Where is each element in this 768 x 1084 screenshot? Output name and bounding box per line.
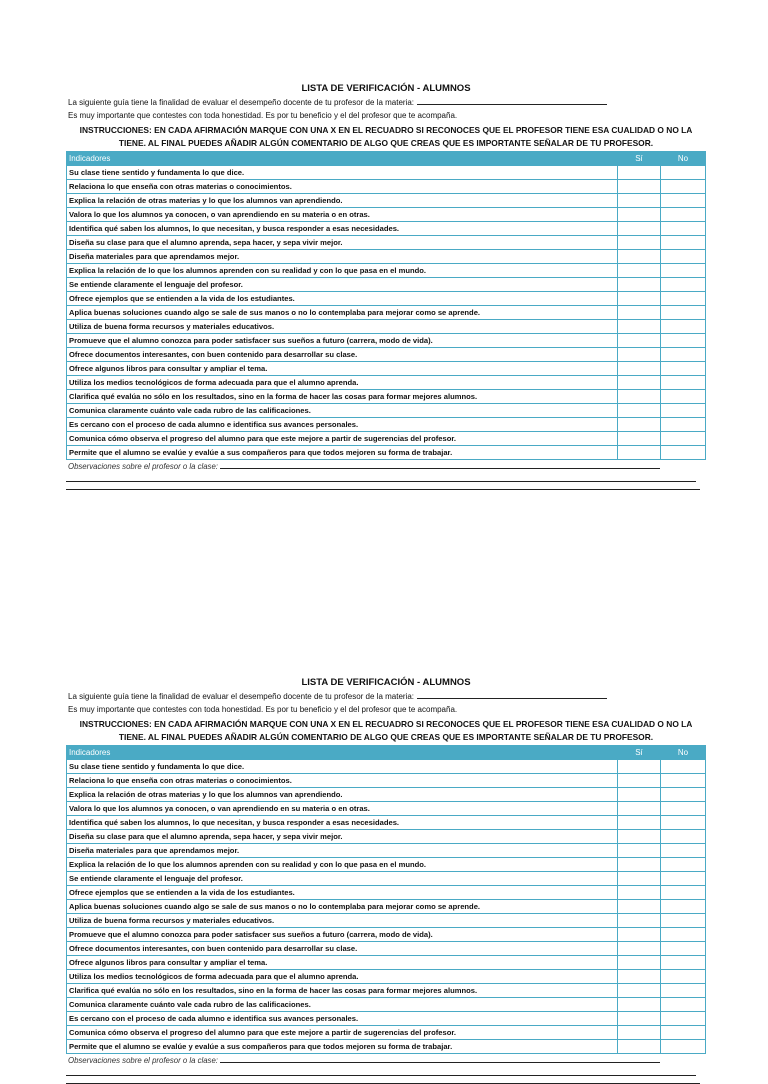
- indicator-text: Se entiende claramente el lenguaje del profesor.: [67, 278, 618, 292]
- no-checkbox[interactable]: [661, 802, 706, 816]
- table-row: [67, 760, 706, 774]
- yes-checkbox[interactable]: [618, 194, 661, 208]
- no-checkbox[interactable]: [661, 928, 706, 942]
- yes-checkbox[interactable]: [618, 278, 661, 292]
- no-checkbox[interactable]: [661, 760, 706, 774]
- table-row: [67, 292, 706, 306]
- header-no: No: [661, 746, 706, 760]
- no-checkbox[interactable]: [661, 788, 706, 802]
- table-row: [67, 390, 706, 404]
- yes-checkbox[interactable]: [618, 1012, 661, 1026]
- table-row: [67, 928, 706, 942]
- header-no: No: [661, 152, 706, 166]
- indicator-text: Su clase tiene sentido y fundamenta lo que dice.: [67, 166, 618, 180]
- indicator-table: [66, 151, 706, 460]
- indicator-text: Clarifica qué evalúa no sólo en los resultados, sino en la forma de hacer las cosas para formar mejores alumnos.: [67, 984, 618, 998]
- no-checkbox[interactable]: [661, 292, 706, 306]
- yes-checkbox[interactable]: [618, 774, 661, 788]
- yes-checkbox[interactable]: [618, 208, 661, 222]
- observations-extra-line[interactable]: [66, 489, 700, 490]
- yes-checkbox[interactable]: [618, 264, 661, 278]
- indicator-text: Permite que el alumno se evalúe y evalúe a sus compañeros para que todos mejoren su forma de trabajar.: [67, 1040, 618, 1054]
- table-row: [67, 844, 706, 858]
- form-title: LISTA DE VERIFICACIÓN - ALUMNOS: [301, 83, 471, 94]
- observations-blank[interactable]: [220, 1054, 660, 1063]
- indicator-text: Ofrece ejemplos que se entienden a la vida de los estudiantes.: [67, 886, 618, 900]
- no-checkbox[interactable]: [661, 404, 706, 418]
- no-checkbox[interactable]: [661, 390, 706, 404]
- yes-checkbox[interactable]: [618, 222, 661, 236]
- indicator-text: Ofrece algunos libros para consultar y ampliar el tema.: [67, 362, 618, 376]
- table-row: [67, 1012, 706, 1026]
- yes-checkbox[interactable]: [618, 250, 661, 264]
- table-row: [67, 166, 706, 180]
- no-checkbox[interactable]: [661, 236, 706, 250]
- yes-checkbox[interactable]: [618, 900, 661, 914]
- indicator-text: Valora lo que los alumnos ya conocen, o van aprendiendo en su materia o en otras.: [67, 208, 618, 222]
- intro-text: La siguiente guía tiene la finalidad de evaluar el desempeño docente de tu profesor de la materia:: [68, 692, 415, 701]
- table-row: [67, 802, 706, 816]
- no-checkbox[interactable]: [661, 984, 706, 998]
- no-checkbox[interactable]: [661, 970, 706, 984]
- no-checkbox[interactable]: [661, 222, 706, 236]
- instructions-text: INSTRUCCIONES: EN CADA AFIRMACIÓN MARQUE CON UNA X EN EL RECUADRO SI RECONOCES QUE EL PROFESOR TIENE ESA CUALIDAD O NO LA TIENE. AL FINAL PUEDES AÑADIR ALGÚN COMENTARIO DE ALGO QUE CREAS QUE ES IMPORTANTE SEÑALAR DE TU PROFESOR.: [79, 125, 693, 148]
- no-checkbox[interactable]: [661, 942, 706, 956]
- no-checkbox[interactable]: [661, 348, 706, 362]
- table-header-row: [67, 152, 706, 166]
- no-checkbox[interactable]: [661, 208, 706, 222]
- table-row: [67, 872, 706, 886]
- indicator-text: Ofrece ejemplos que se entienden a la vida de los estudiantes.: [67, 292, 618, 306]
- yes-checkbox[interactable]: [618, 830, 661, 844]
- indicator-text: Relaciona lo que enseña con otras materias o conocimientos.: [67, 774, 618, 788]
- table-row: [67, 264, 706, 278]
- yes-checkbox[interactable]: [618, 334, 661, 348]
- indicator-text: Diseña su clase para que el alumno aprenda, sepa hacer, y sepa vivir mejor.: [67, 236, 618, 250]
- yes-checkbox[interactable]: [618, 816, 661, 830]
- intro-line: [68, 96, 706, 109]
- table-row: [67, 774, 706, 788]
- no-checkbox[interactable]: [661, 180, 706, 194]
- subject-blank[interactable]: [417, 96, 607, 105]
- yes-checkbox[interactable]: [618, 802, 661, 816]
- no-checkbox[interactable]: [661, 194, 706, 208]
- no-checkbox[interactable]: [661, 830, 706, 844]
- yes-checkbox[interactable]: [618, 928, 661, 942]
- indicator-text: Identifica qué saben los alumnos, lo que necesitan, y busca responder a esas necesidades.: [67, 222, 618, 236]
- table-row: [67, 222, 706, 236]
- yes-checkbox[interactable]: [618, 942, 661, 956]
- intro-text: La siguiente guía tiene la finalidad de evaluar el desempeño docente de tu profesor de la materia:: [68, 98, 415, 107]
- yes-checkbox[interactable]: [618, 180, 661, 194]
- no-checkbox[interactable]: [661, 774, 706, 788]
- indicator-text: Diseña su clase para que el alumno aprenda, sepa hacer, y sepa vivir mejor.: [67, 830, 618, 844]
- table-row: [67, 306, 706, 320]
- table-row: [67, 1026, 706, 1040]
- yes-checkbox[interactable]: [618, 788, 661, 802]
- header-indicators: Indicadores: [67, 746, 618, 760]
- observations-extra-line[interactable]: [66, 481, 696, 482]
- header-yes: Sí: [618, 746, 661, 760]
- table-row: [67, 236, 706, 250]
- table-row: [67, 404, 706, 418]
- indicator-text: Promueve que el alumno conozca para poder satisfacer sus sueños a futuro (carrera, modo de vida).: [67, 334, 618, 348]
- header-indicators: Indicadores: [67, 152, 618, 166]
- table-row: [67, 858, 706, 872]
- indicator-text: Permite que el alumno se evalúe y evalúe a sus compañeros para que todos mejoren su forma de trabajar.: [67, 446, 618, 460]
- no-checkbox[interactable]: [661, 1026, 706, 1040]
- no-checkbox[interactable]: [661, 914, 706, 928]
- no-checkbox[interactable]: [661, 872, 706, 886]
- indicator-text: Utiliza los medios tecnológicos de forma adecuada para que el alumno aprenda.: [67, 376, 618, 390]
- form-title: LISTA DE VERIFICACIÓN - ALUMNOS: [301, 677, 471, 688]
- yes-checkbox[interactable]: [618, 844, 661, 858]
- yes-checkbox[interactable]: [618, 984, 661, 998]
- no-checkbox[interactable]: [661, 166, 706, 180]
- instructions-text: INSTRUCCIONES: EN CADA AFIRMACIÓN MARQUE CON UNA X EN EL RECUADRO SI RECONOCES QUE EL PROFESOR TIENE ESA CUALIDAD O NO LA TIENE. AL FINAL PUEDES AÑADIR ALGÚN COMENTARIO DE ALGO QUE CREAS QUE ES IMPORTANTE SEÑALAR DE TU PROFESOR.: [79, 719, 693, 742]
- observations-line: [68, 1054, 706, 1067]
- indicator-text: Aplica buenas soluciones cuando algo se sale de sus manos o no lo contemplaba para mejorar como se aprende.: [67, 306, 618, 320]
- table-header-row: [67, 746, 706, 760]
- table-row: [67, 970, 706, 984]
- honesty-text: Es muy importante que contestes con toda honestidad. Es por tu beneficio y el del profesor que te acompaña.: [68, 705, 458, 714]
- yes-checkbox[interactable]: [618, 446, 661, 460]
- checklist-sheet-1: [66, 82, 706, 490]
- table-row: [67, 942, 706, 956]
- no-checkbox[interactable]: [661, 998, 706, 1012]
- yes-checkbox[interactable]: [618, 760, 661, 774]
- table-row: [67, 998, 706, 1012]
- indicator-text: Ofrece documentos interesantes, con buen contenido para desarrollar su clase.: [67, 348, 618, 362]
- indicator-text: Es cercano con el proceso de cada alumno e identifica sus avances personales.: [67, 418, 618, 432]
- indicator-text: Promueve que el alumno conozca para poder satisfacer sus sueños a futuro (carrera, modo de vida).: [67, 928, 618, 942]
- indicator-text: Comunica claramente cuánto vale cada rubro de las calificaciones.: [67, 998, 618, 1012]
- no-checkbox[interactable]: [661, 858, 706, 872]
- yes-checkbox[interactable]: [618, 404, 661, 418]
- indicator-text: Utiliza los medios tecnológicos de forma adecuada para que el alumno aprenda.: [67, 970, 618, 984]
- no-checkbox[interactable]: [661, 432, 706, 446]
- yes-checkbox[interactable]: [618, 390, 661, 404]
- indicator-table: [66, 745, 706, 1054]
- observations-blank[interactable]: [220, 460, 660, 469]
- yes-checkbox[interactable]: [618, 320, 661, 334]
- observations-label: Observaciones sobre el profesor o la clase:: [68, 1056, 218, 1065]
- yes-checkbox[interactable]: [618, 956, 661, 970]
- subject-blank[interactable]: [417, 690, 607, 699]
- observations-extra-line[interactable]: [66, 1075, 696, 1076]
- yes-checkbox[interactable]: [618, 998, 661, 1012]
- yes-checkbox[interactable]: [618, 292, 661, 306]
- table-row: [67, 418, 706, 432]
- table-row: [67, 180, 706, 194]
- no-checkbox[interactable]: [661, 278, 706, 292]
- yes-checkbox[interactable]: [618, 432, 661, 446]
- header-yes: Sí: [618, 152, 661, 166]
- no-checkbox[interactable]: [661, 956, 706, 970]
- no-checkbox[interactable]: [661, 376, 706, 390]
- indicator-text: Diseña materiales para que aprendamos mejor.: [67, 844, 618, 858]
- no-checkbox[interactable]: [661, 334, 706, 348]
- table-row: [67, 320, 706, 334]
- indicator-text: Ofrece documentos interesantes, con buen contenido para desarrollar su clase.: [67, 942, 618, 956]
- table-row: [67, 348, 706, 362]
- indicator-text: Comunica cómo observa el progreso del alumno para que este mejore a partir de sugerencias del profesor.: [67, 1026, 618, 1040]
- yes-checkbox[interactable]: [618, 1026, 661, 1040]
- table-row: [67, 984, 706, 998]
- indicator-text: Diseña materiales para que aprendamos mejor.: [67, 250, 618, 264]
- indicator-text: Comunica claramente cuánto vale cada rubro de las calificaciones.: [67, 404, 618, 418]
- yes-checkbox[interactable]: [618, 306, 661, 320]
- yes-checkbox[interactable]: [618, 348, 661, 362]
- yes-checkbox[interactable]: [618, 376, 661, 390]
- table-row: [67, 446, 706, 460]
- table-row: [67, 250, 706, 264]
- table-row: [67, 788, 706, 802]
- no-checkbox[interactable]: [661, 250, 706, 264]
- yes-checkbox[interactable]: [618, 362, 661, 376]
- table-row: [67, 914, 706, 928]
- yes-checkbox[interactable]: [618, 914, 661, 928]
- indicator-text: Relaciona lo que enseña con otras materias o conocimientos.: [67, 180, 618, 194]
- no-checkbox[interactable]: [661, 446, 706, 460]
- indicator-text: Utiliza de buena forma recursos y materiales educativos.: [67, 320, 618, 334]
- table-row: [67, 334, 706, 348]
- indicator-text: Utiliza de buena forma recursos y materiales educativos.: [67, 914, 618, 928]
- table-row: [67, 886, 706, 900]
- table-row: [67, 362, 706, 376]
- no-checkbox[interactable]: [661, 320, 706, 334]
- yes-checkbox[interactable]: [618, 886, 661, 900]
- table-row: [67, 194, 706, 208]
- observations-line: [68, 460, 706, 473]
- table-row: [67, 432, 706, 446]
- indicator-text: Valora lo que los alumnos ya conocen, o van aprendiendo en su materia o en otras.: [67, 802, 618, 816]
- no-checkbox[interactable]: [661, 900, 706, 914]
- no-checkbox[interactable]: [661, 1040, 706, 1054]
- indicator-text: Su clase tiene sentido y fundamenta lo que dice.: [67, 760, 618, 774]
- table-row: [67, 956, 706, 970]
- indicator-text: Ofrece algunos libros para consultar y ampliar el tema.: [67, 956, 618, 970]
- table-row: [67, 208, 706, 222]
- indicator-text: Es cercano con el proceso de cada alumno e identifica sus avances personales.: [67, 1012, 618, 1026]
- table-row: [67, 278, 706, 292]
- yes-checkbox[interactable]: [618, 418, 661, 432]
- indicator-text: Explica la relación de lo que los alumnos aprenden con su realidad y con lo que pasa en el mundo.: [67, 264, 618, 278]
- observations-label: Observaciones sobre el profesor o la clase:: [68, 462, 218, 471]
- table-row: [67, 816, 706, 830]
- yes-checkbox[interactable]: [618, 970, 661, 984]
- honesty-text: Es muy importante que contestes con toda honestidad. Es por tu beneficio y el del profesor que te acompaña.: [68, 111, 458, 120]
- no-checkbox[interactable]: [661, 418, 706, 432]
- indicator-text: Se entiende claramente el lenguaje del profesor.: [67, 872, 618, 886]
- table-row: [67, 900, 706, 914]
- yes-checkbox[interactable]: [618, 166, 661, 180]
- no-checkbox[interactable]: [661, 844, 706, 858]
- indicator-text: Aplica buenas soluciones cuando algo se sale de sus manos o no lo contemplaba para mejorar como se aprende.: [67, 900, 618, 914]
- no-checkbox[interactable]: [661, 1012, 706, 1026]
- checklist-sheet-2: [66, 676, 706, 1084]
- no-checkbox[interactable]: [661, 362, 706, 376]
- no-checkbox[interactable]: [661, 886, 706, 900]
- intro-line: [68, 690, 706, 703]
- table-row: [67, 376, 706, 390]
- indicator-text: Clarifica qué evalúa no sólo en los resultados, sino en la forma de hacer las cosas para formar mejores alumnos.: [67, 390, 618, 404]
- no-checkbox[interactable]: [661, 264, 706, 278]
- yes-checkbox[interactable]: [618, 236, 661, 250]
- no-checkbox[interactable]: [661, 816, 706, 830]
- indicator-text: Explica la relación de otras materias y lo que los alumnos van aprendiendo.: [67, 788, 618, 802]
- indicator-text: Explica la relación de otras materias y lo que los alumnos van aprendiendo.: [67, 194, 618, 208]
- no-checkbox[interactable]: [661, 306, 706, 320]
- yes-checkbox[interactable]: [618, 1040, 661, 1054]
- yes-checkbox[interactable]: [618, 858, 661, 872]
- indicator-text: Identifica qué saben los alumnos, lo que necesitan, y busca responder a esas necesidades.: [67, 816, 618, 830]
- indicator-text: Explica la relación de lo que los alumnos aprenden con su realidad y con lo que pasa en el mundo.: [67, 858, 618, 872]
- yes-checkbox[interactable]: [618, 872, 661, 886]
- indicator-text: Comunica cómo observa el progreso del alumno para que este mejore a partir de sugerencias del profesor.: [67, 432, 618, 446]
- table-row: [67, 1040, 706, 1054]
- table-row: [67, 830, 706, 844]
